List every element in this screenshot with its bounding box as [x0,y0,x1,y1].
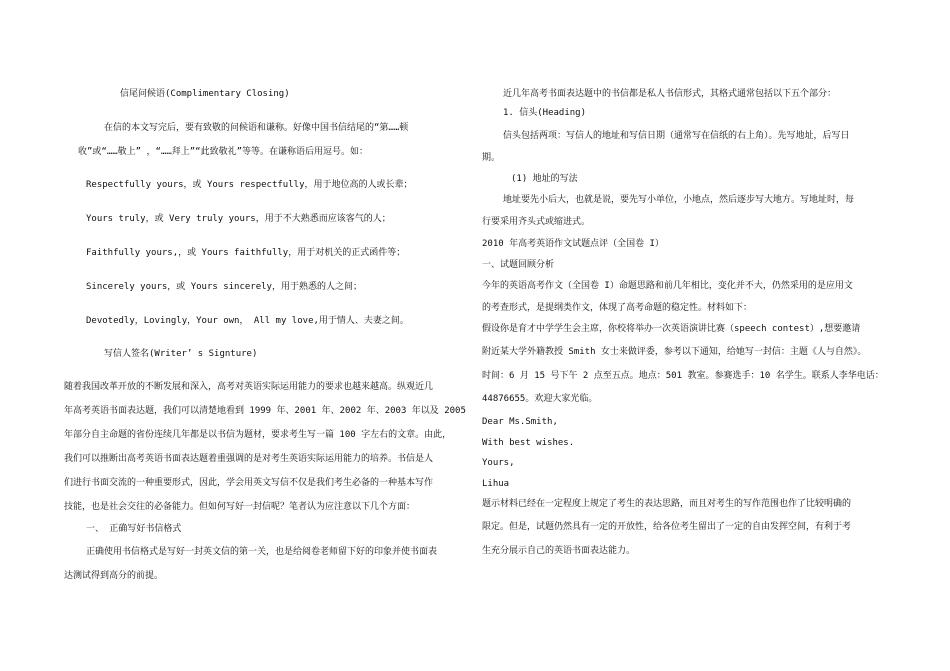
list-item-heading: 1. 信头(Heading) [503,108,587,118]
prompt-line: 附近某大学外籍教授 Smith 女士来做评委，参考以下通知，给她写一封信：主题《人与自然》。 [482,347,867,357]
analysis-line: 限定。但是，试题仍然具有一定的开放性，给各位考生留出了一定的自由发挥空间，有利于考 [482,522,852,532]
body-paragraph-line: 我们可以推断出高考英语书面表达题着重强调的是对考生英语实际运用能力的培养。书信是人 [64,454,434,464]
heading-description: 信头包括两项：写信人的地址和写信日期（通常写在信纸的右上角）。先写地址，后写日 [503,131,850,141]
closing-intro-line: 收”或“……敬上” ，“……拜上”“此致敬礼”等等。在谦称语后用逗号。如： [78,147,369,157]
closing-intro-line: 在信的本文写完后，要有致敬的问候语和谦称。好像中国书信结尾的“第……顿 [104,123,409,133]
body-paragraph-line: 们进行书面交流的一种重要形式，因此，学会用英文写信不仅是我们考生必备的一种基本写作 [64,478,434,488]
exam-title: 2010 年高考英语作文试题点评（全国卷 I） [482,239,664,249]
prompt-line: 时间：6 月 15 号下午 2 点至五点。地点：501 教室。参赛选手：10 名学生。联系人李华电话： [482,371,884,381]
section-heading: 一、 正确写好书信格式 [86,524,182,534]
format-intro: 近几年高考书面表达题中的书信都是私人书信形式，其格式通常包括以下五个部分： [503,89,837,99]
prompt-line: 假设你是育才中学学生会主席，你校将举办一次英语演讲比赛（speech contest）,想要邀请 [482,324,861,334]
address-description: 地址要先小后大，也就是说，要先写小单位，小地点，然后逐步写大地方。写地址时，每 [503,195,855,205]
letter-line: Dear Ms.Smith, [482,417,558,427]
review-title: 一、试题回顾分析 [482,260,555,270]
section-body-line: 正确使用书信格式是写好一封英文信的第一关，也是给阅卷老师留下好的印象并使书面表 [86,547,438,557]
letter-line: Lihua [482,479,510,489]
section-body-line: 达测试得到高分的前提。 [64,571,164,581]
closing-example: Devotedly，Lovingly，Your own， All my love,用于情人、夫妻之间。 [86,316,409,326]
review-line: 今年的英语高考作文（全国卷 I）命题思路和前几年相比，变化并不大，仍然采用的是应用文 [482,281,853,291]
closing-example: Yours truly，或 Very truly yours，用于不大熟悉而应该客气的人； [86,214,391,224]
letter-line: With best wishes. [482,438,575,448]
body-paragraph-line: 技能，也是社会交往的必备能力。但如何写好一封信呢？笔者认为应注意以下几个方面： [64,502,416,512]
body-paragraph-line: 随着我国改革开放的不断发展和深入，高考对英语实际运用能力的要求也越来越高。纵观近几 [64,382,434,392]
prompt-line: 44876655。欢迎大家光临。 [482,394,598,404]
sub-item-heading: (1) 地址的写法 [511,174,578,184]
closing-example: Sincerely yours，或 Yours sincerely，用于熟悉的人之间； [86,282,362,292]
review-line: 的考查形式，是提纲类作文，体现了高考命题的稳定性。材料如下： [482,303,753,313]
heading-description: 期。 [482,153,501,163]
closing-example: Faithfully yours,，或 Yours faithfully，用于对机关的正式函件等； [86,248,406,258]
closing-example: Respectfully yours，或 Yours respectfully，用于地位高的人或长辈； [86,180,413,190]
address-description: 行要采用齐头式或缩进式。 [482,217,591,227]
signature-heading: 写信人签名(Writer’ s Signture) [104,349,258,359]
analysis-line: 题示材料已经在一定程度上规定了考生的表达思路，而且对考生的写作范围也作了比较明确的 [482,499,852,509]
body-paragraph-line: 年部分自主命题的省份连续几年都是以书信为题材，要求考生写一篇 100 字左右的文章。由此， [64,430,452,440]
letter-line: Yours, [482,458,515,468]
closing-heading: 信尾问候语(Complimentary Closing) [120,89,290,99]
body-paragraph-line: 年高考英语书面表达题，我们可以清楚地看到 1999 年、2001 年、2002 年、2003 年以及 2005 [64,406,466,416]
analysis-line: 生充分展示自己的英语书面表达能力。 [482,546,636,556]
